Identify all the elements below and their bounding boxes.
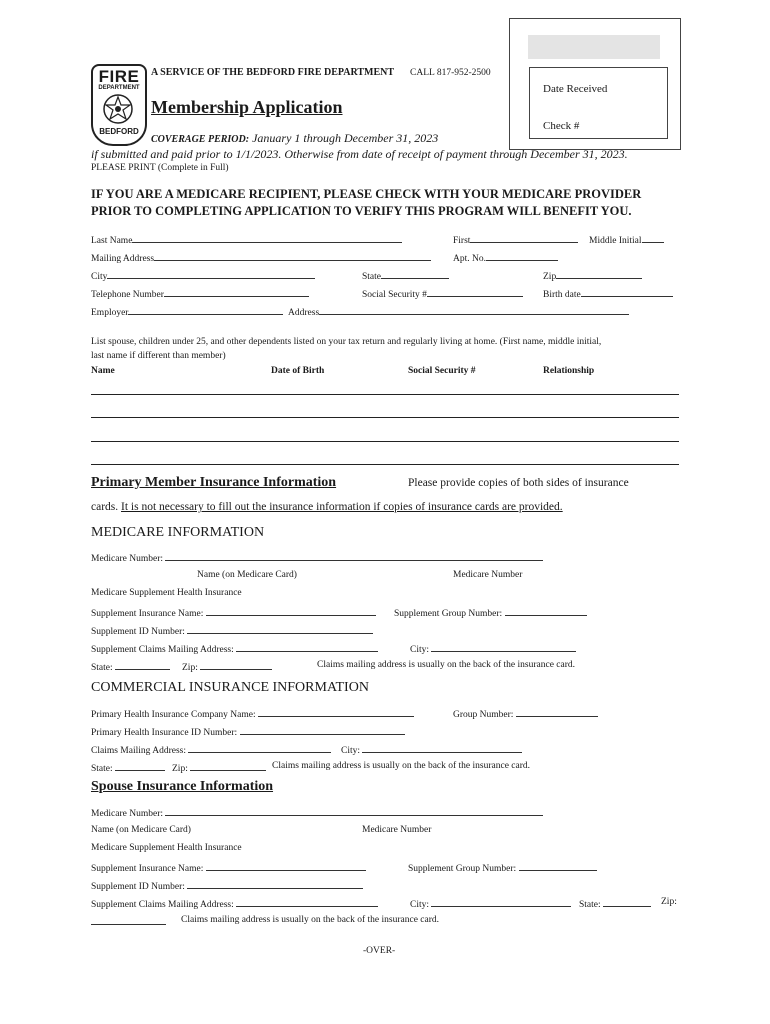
employer-address-field[interactable] (288, 305, 629, 318)
office-use-box (509, 18, 681, 150)
middle-initial-label: Middle Initial (589, 236, 642, 246)
column-header-date-of-birth: Date of Birth (271, 366, 325, 376)
spouse-zip-field[interactable] (91, 915, 166, 928)
commercial-id-number-label: Primary Health Insurance ID Number: (91, 728, 238, 738)
dependent-row-line[interactable] (91, 417, 679, 418)
column-header-name: Name (91, 366, 115, 376)
logo-department-text: DEPARTMENT (98, 85, 140, 91)
supplement-id-number-field[interactable] (91, 624, 373, 637)
over-footer: -OVER- (363, 946, 396, 956)
last-name-label: Last Name (91, 236, 133, 246)
commercial-city-label: City: (341, 746, 361, 756)
commercial-company-name-field[interactable] (91, 707, 414, 720)
spouse-claims-address-label: Supplement Claims Mailing Address: (91, 900, 234, 910)
dependents-instructions-line2: last name if different than member) (91, 351, 226, 361)
spouse-medicare-number-field[interactable] (91, 806, 543, 819)
supplement-city-field[interactable] (410, 642, 576, 655)
ssn-field[interactable] (362, 287, 523, 300)
spouse-claims-note: Claims mailing address is usually on the back of the insurance card. (181, 915, 440, 925)
ssn-label: Social Security # (362, 290, 427, 300)
commercial-zip-label: Zip: (172, 764, 188, 774)
spouse-supplement-group-field[interactable] (408, 861, 597, 874)
zip-field[interactable] (543, 269, 642, 282)
spouse-medicare-number-label: Medicare Number: (91, 809, 164, 819)
spouse-state-label: State: (579, 900, 601, 910)
column-header-relationship: Relationship (543, 366, 595, 376)
telephone-field[interactable] (91, 287, 309, 300)
logo-city-text: BEDFORD (99, 127, 139, 136)
service-line: A SERVICE OF THE BEDFORD FIRE DEPARTMENT (151, 67, 395, 78)
city-label: City (91, 272, 108, 282)
employer-field[interactable] (91, 305, 283, 318)
apt-no-field[interactable] (453, 251, 558, 264)
spouse-name-on-card-label: Name (on Medicare Card) (91, 825, 191, 835)
employer-label: Employer (91, 308, 129, 318)
supplement-group-number-label: Supplement Group Number: (394, 609, 503, 619)
logo-fire-text: FIRE (98, 67, 140, 86)
supplement-state-label: State: (91, 663, 113, 673)
supplement-insurance-name-label: Supplement Insurance Name: (91, 609, 204, 619)
zip-label: Zip (543, 272, 557, 282)
spouse-medicare-number-column-label: Medicare Number (362, 825, 432, 835)
supplement-claims-address-label: Supplement Claims Mailing Address: (91, 645, 234, 655)
apt-no-label: Apt. No. (453, 254, 486, 264)
coverage-note: if submitted and paid prior to 1/1/2023. Otherwise from date of receipt of payment through December 31, 2023. (91, 147, 628, 161)
medicare-warning-line1: IF YOU ARE A MEDICARE RECIPIENT, PLEASE CHECK WITH YOUR MEDICARE PROVIDER (91, 187, 642, 201)
date-received-label: Date Received (543, 83, 608, 95)
mailing-address-field[interactable] (91, 251, 431, 264)
mailing-address-label: Mailing Address (91, 254, 155, 264)
spouse-claims-address-field[interactable] (91, 897, 378, 910)
supplement-claims-address-field[interactable] (91, 642, 378, 655)
birth-date-label: Birth date (543, 290, 581, 300)
middle-initial-field[interactable] (589, 233, 664, 246)
commercial-state-field[interactable] (91, 761, 165, 774)
spouse-city-field[interactable] (410, 897, 571, 910)
supplement-zip-field[interactable] (182, 660, 272, 673)
commercial-claims-note: Claims mailing address is usually on the back of the insurance card. (272, 761, 531, 771)
medicare-number-field[interactable] (91, 551, 543, 564)
spouse-supplement-health-label: Medicare Supplement Health Insurance (91, 843, 242, 853)
commercial-group-number-label: Group Number: (453, 710, 514, 720)
telephone-label: Telephone Number (91, 290, 164, 300)
supplement-insurance-name-field[interactable] (91, 606, 376, 619)
medicare-number-label: Medicare Number: (91, 554, 164, 564)
supplement-state-field[interactable] (91, 660, 170, 673)
coverage-label: COVERAGE PERIOD: (151, 134, 250, 145)
state-field[interactable] (362, 269, 449, 282)
spouse-insurance-heading: Spouse Insurance Information (91, 779, 274, 794)
supplement-id-number-label: Supplement ID Number: (91, 627, 185, 637)
supplement-city-label: City: (410, 645, 430, 655)
employer-address-label: Address (288, 308, 320, 318)
commercial-group-number-field[interactable] (453, 707, 598, 720)
page-title: Membership Application (151, 97, 343, 117)
dependent-row-line[interactable] (91, 441, 679, 442)
city-field[interactable] (91, 269, 315, 282)
spouse-supplement-group-label: Supplement Group Number: (408, 864, 517, 874)
primary-insurance-heading: Primary Member Insurance Information (91, 475, 337, 490)
spouse-supplement-name-field[interactable] (91, 861, 366, 874)
commercial-state-label: State: (91, 764, 113, 774)
supplement-claims-note: Claims mailing address is usually on the back of the insurance card. (317, 660, 576, 670)
medicare-number-column-label: Medicare Number (453, 570, 523, 580)
phone-number: CALL 817-952-2500 (410, 68, 491, 78)
medicare-warning-line2: PRIOR TO COMPLETING APPLICATION TO VERIFY THIS PROGRAM WILL BENEFIT YOU. (91, 204, 632, 218)
column-header-social-security: Social Security # (408, 366, 476, 376)
dependent-row-line[interactable] (91, 464, 679, 465)
medicare-info-heading: MEDICARE INFORMATION (91, 525, 265, 540)
dependents-instructions-line1: List spouse, children under 25, and other dependents listed on your tax return and regularly living at home. (First name, middle initial, (91, 337, 602, 347)
name-on-medicare-card-label: Name (on Medicare Card) (197, 570, 297, 580)
coverage-period: January 1 through December 31, 2023 (252, 131, 439, 145)
office-use-shaded-field (528, 35, 660, 59)
print-note: PLEASE PRINT (Complete in Full) (91, 163, 229, 173)
spouse-city-label: City: (410, 900, 430, 910)
supplement-group-number-field[interactable] (394, 606, 587, 619)
dependent-row-line[interactable] (91, 394, 679, 395)
commercial-id-number-field[interactable] (91, 725, 405, 738)
commercial-info-heading: COMMERCIAL INSURANCE INFORMATION (91, 680, 369, 695)
maltese-cross-icon (102, 93, 134, 125)
primary-insurance-note-cards: cards. (91, 501, 122, 513)
commercial-claims-address-label: Claims Mailing Address: (91, 746, 186, 756)
commercial-claims-address-field[interactable] (91, 743, 331, 756)
spouse-supplement-name-label: Supplement Insurance Name: (91, 864, 204, 874)
first-name-field[interactable] (453, 233, 578, 246)
medicare-supplement-health-label: Medicare Supplement Health Insurance (91, 588, 242, 598)
primary-insurance-note-underlined: It is not necessary to fill out the insurance information if copies of insurance cards are provided. (121, 501, 563, 513)
last-name-field[interactable] (91, 233, 402, 246)
supplement-zip-label: Zip: (182, 663, 198, 673)
commercial-city-field[interactable] (341, 743, 522, 756)
commercial-zip-field[interactable] (172, 761, 266, 774)
office-use-inner-box (529, 67, 668, 139)
state-label: State (362, 272, 381, 282)
birth-date-field[interactable] (543, 287, 673, 300)
check-number-label: Check # (543, 120, 580, 132)
commercial-company-name-label: Primary Health Insurance Company Name: (91, 710, 256, 720)
first-name-label: First (453, 236, 471, 246)
spouse-zip-label: Zip: (661, 897, 677, 907)
primary-insurance-note: Please provide copies of both sides of insurance (408, 477, 629, 489)
spouse-supplement-id-label: Supplement ID Number: (91, 882, 185, 892)
spouse-supplement-id-field[interactable] (91, 879, 363, 892)
spouse-state-field[interactable] (579, 897, 651, 910)
fire-department-logo (91, 64, 147, 146)
